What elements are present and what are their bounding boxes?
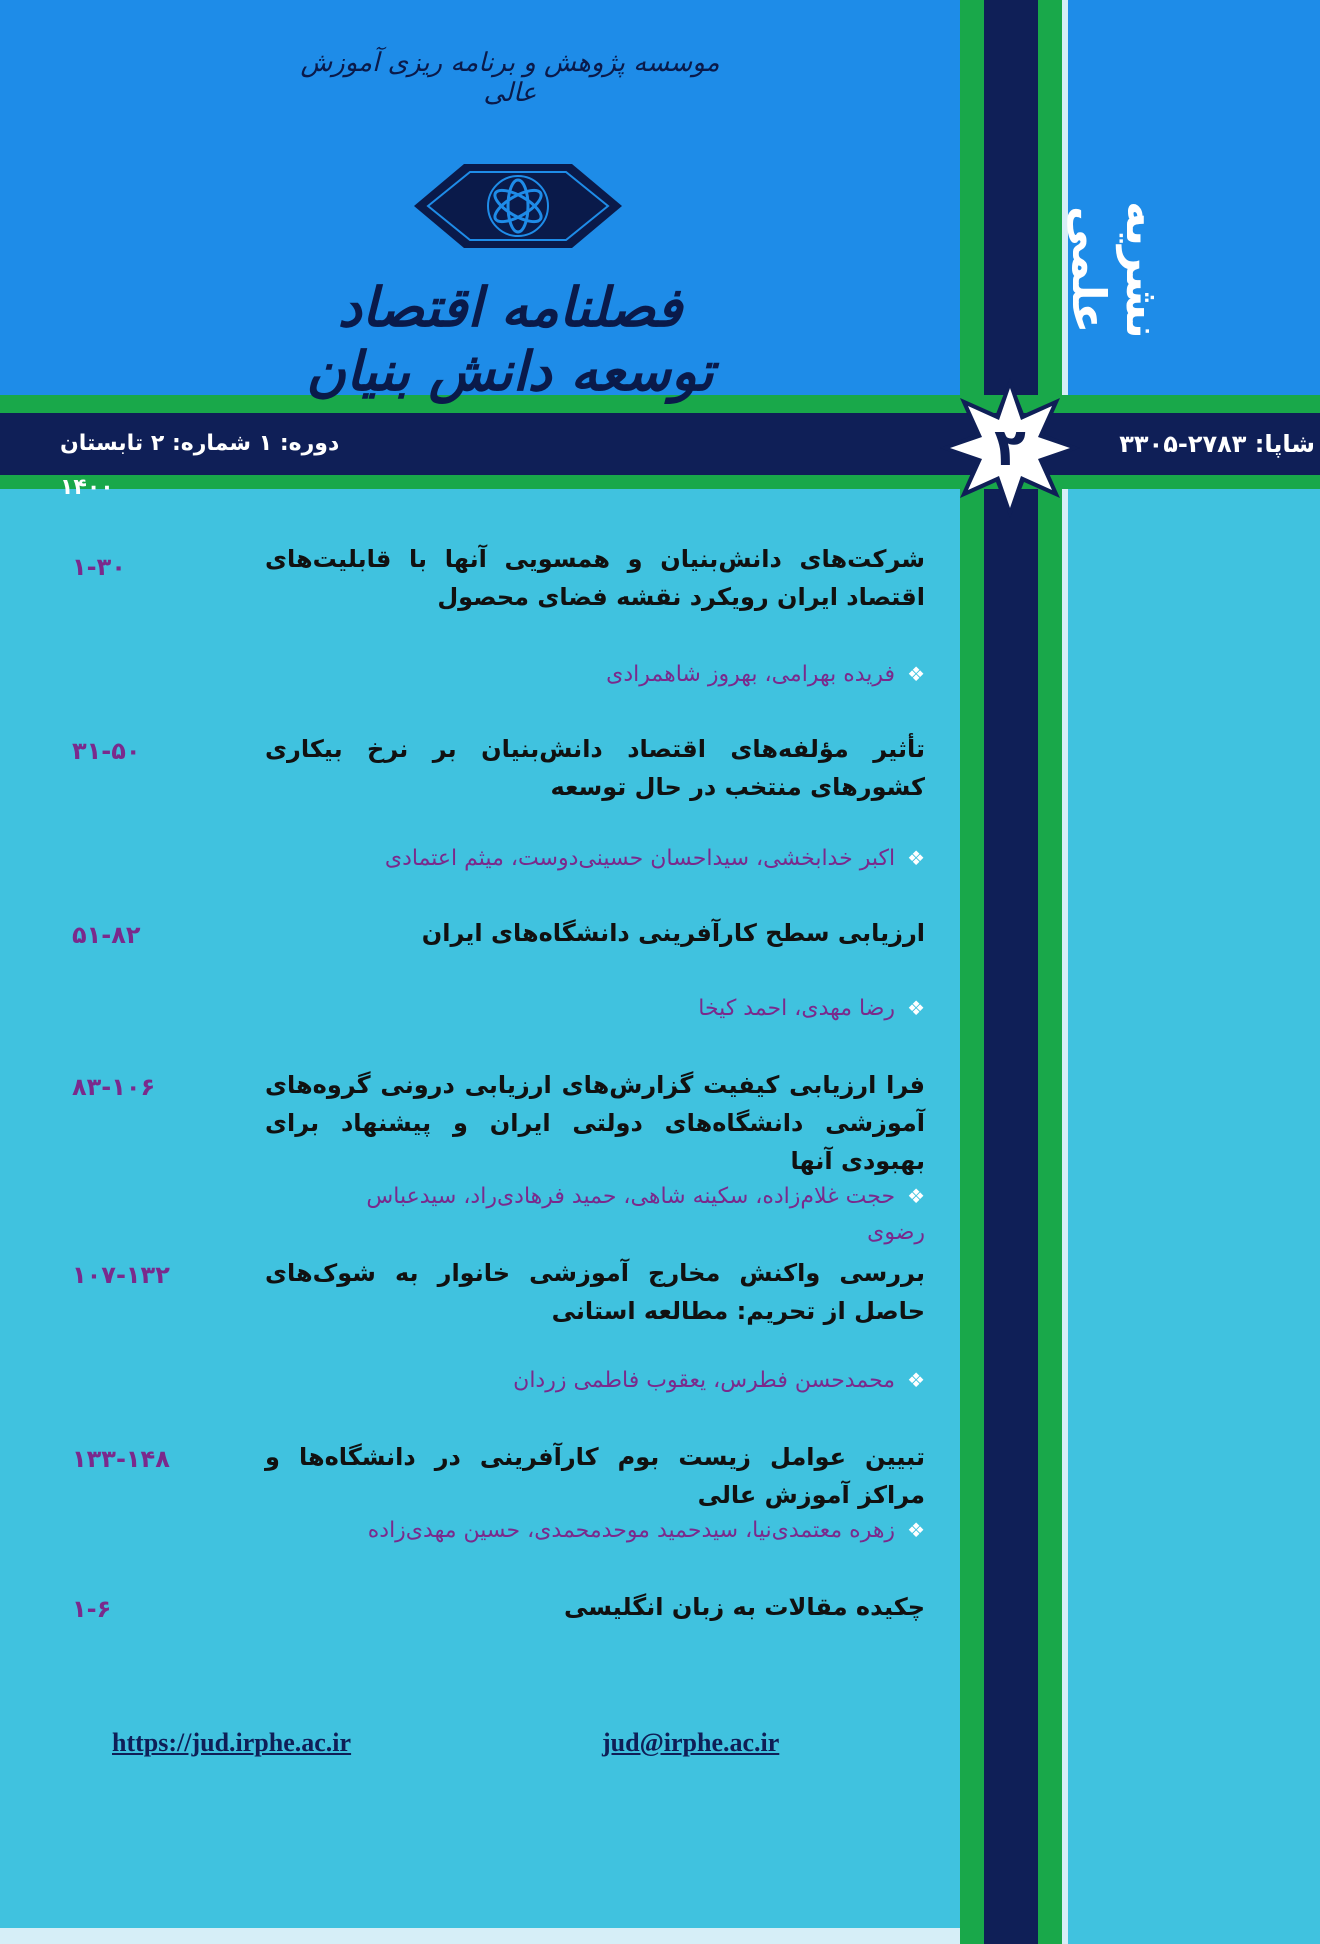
volume-info: دوره: ۱ شماره: ۲ تابستان ۱۴۰۰: [60, 431, 340, 500]
vertical-navy-stripe: [984, 0, 1038, 1944]
diamond-bullet-icon: ❖: [907, 1518, 925, 1542]
article-title: چکیده مقالات به زبان انگلیسی: [563, 1593, 925, 1621]
journal-type-label: نشریه علمی: [1062, 201, 1170, 339]
diamond-bullet-icon: ❖: [907, 846, 925, 870]
diamond-bullet-icon: ❖: [907, 662, 925, 686]
article-authors: ❖حجت غلام‌زاده، سکینه شاهی، حمید فرهادی‌راد، سیدعباس رضوی: [366, 1184, 925, 1245]
article-authors: ❖فریده بهرامی، بهروز شاهمرادی: [606, 662, 925, 687]
article-authors: ❖محمدحسن فطرس، یعقوب فاطمی زردان: [513, 1368, 925, 1393]
article-pages: ۵۱-۸۲: [72, 921, 141, 949]
article-pages: ۱۰۷-۱۳۲: [72, 1261, 170, 1289]
issue-number: ۲: [994, 418, 1026, 478]
issn: شاپا: ۲۷۸۳-۳۳۰۵: [1119, 430, 1315, 458]
email-link[interactable]: jud@irphe.ac.ir: [602, 1728, 780, 1757]
article-title: بررسی واکنش مخارج آموزشی خانوار به شوک‌های حاصل از تحریم: مطالعه استانی: [265, 1259, 925, 1325]
article-title: تأثیر مؤلفه‌های اقتصاد دانش‌بنیان بر نرخ بیکاری کشورهای منتخب در حال توسعه: [265, 735, 925, 801]
diamond-bullet-icon: ❖: [907, 1368, 925, 1392]
diamond-bullet-icon: ❖: [907, 1184, 925, 1208]
article-authors: ❖رضا مهدی، احمد کیخا: [698, 996, 925, 1021]
article-authors: ❖زهره معتمدی‌نیا، سیدحمید موحدمحمدی، حسین مهدی‌زاده: [367, 1518, 925, 1543]
article-pages: ۳۱-۵۰: [72, 737, 141, 765]
article-title: فرا ارزیابی کیفیت گزارش‌های ارزیابی درونی گروه‌های آموزشی دانشگاه‌های دولتی ایران و پیشنهاد برای بهبودی آنها: [265, 1071, 925, 1175]
vertical-green-stripe-left: [960, 0, 984, 1944]
diamond-bullet-icon: ❖: [907, 996, 925, 1020]
bottom-stripe: [0, 1928, 960, 1944]
vertical-green-stripe-right: [1038, 0, 1062, 1944]
article-pages: ۱۳۳-۱۴۸: [72, 1445, 170, 1473]
article-pages: ۱-۶: [72, 1595, 112, 1623]
article-authors: ❖اکبر خدابخشی، سیداحسان حسینی‌دوست، میثم اعتمادی: [384, 846, 925, 871]
article-pages: ۸۳-۱۰۶: [72, 1073, 156, 1101]
article-title: تبیین عوامل زیست بوم کارآفرینی در دانشگاه‌ها و مراکز آموزش عالی: [265, 1443, 925, 1509]
side-header-background: [1062, 0, 1320, 395]
article-pages: ۱-۳۰: [72, 553, 126, 581]
article-title: شرکت‌های دانش‌بنیان و همسویی آنها با قابلیت‌های اقتصاد ایران رویکرد نقشه فضای محصول: [265, 545, 925, 611]
website-link[interactable]: https://jud.irphe.ac.ir: [112, 1728, 352, 1757]
institute-name: موسسه پژوهش و برنامه ریزی آموزش عالی: [300, 48, 720, 108]
journal-logo: [414, 160, 622, 252]
journal-title: فصلنامه اقتصاد توسعه دانش بنیان: [306, 275, 714, 403]
article-title: ارزیابی سطح کارآفرینی دانشگاه‌های ایران: [421, 919, 925, 947]
